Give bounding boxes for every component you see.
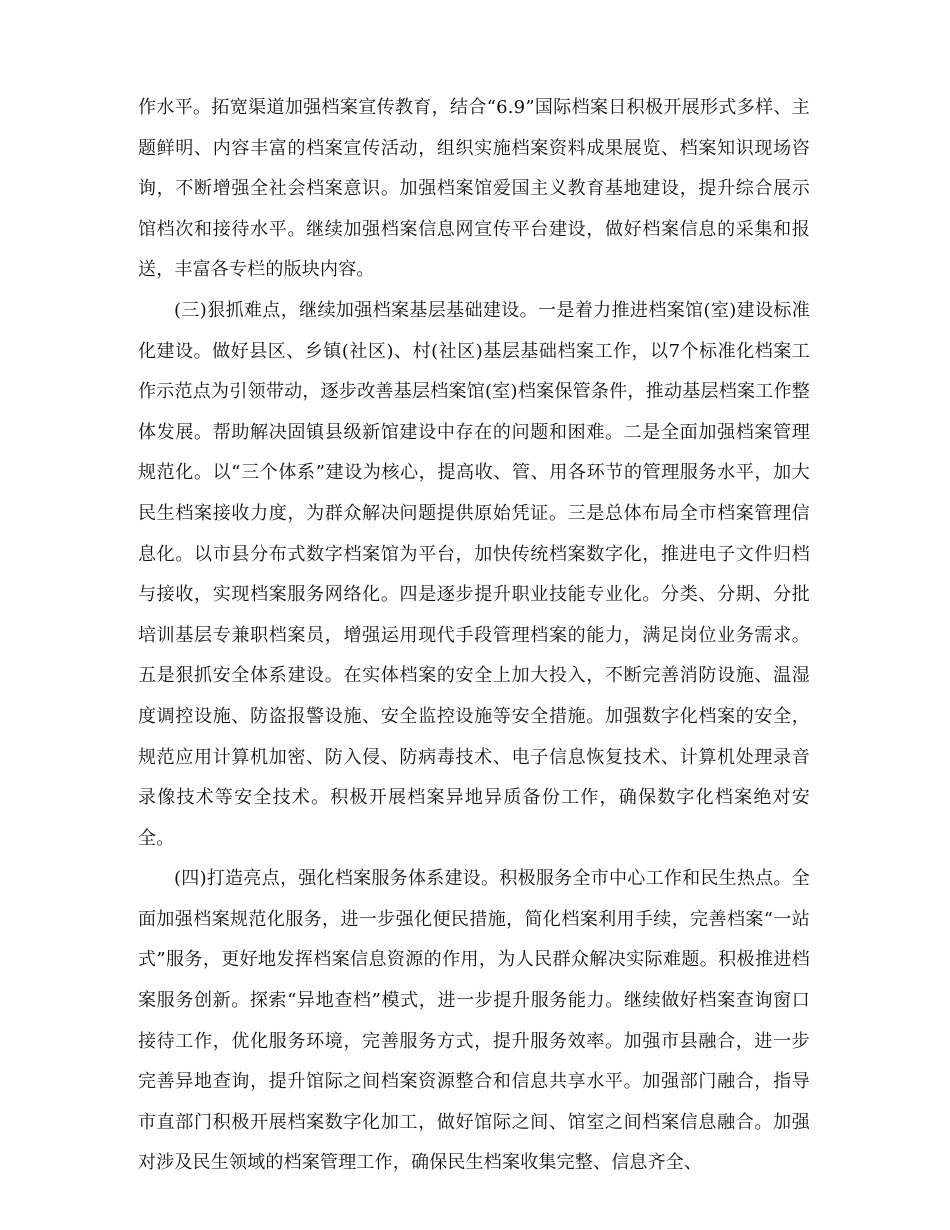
- paragraph-continuation: 作水平。拓宽渠道加强档案宣传教育，结合“6.9”国际档案日积极开展形式多样、主题鲜明、内容丰富的档案宣传活动，组织实施档案资料成果展览、档案知识现场咨询，不断增强全社会档案意识。加强档案馆爱国主义教育基地建设，提升综合展示馆档次和接待水平。继续加强档案信息网宣传平台建设，做好档案信息的采集和报送，丰富各专栏的版块内容。: [138, 97, 810, 281]
- document-body: [138, 88, 810, 1184]
- paragraph-section-three: (三)狠抓难点，继续加强档案基层基础建设。一是着力推进档案馆(室)建设标准化建设。做好县区、乡镇(社区)、村(社区)基层基础档案工作，以7个标准化档案工作示范点为引领带动，逐步改善基层档案馆(室)档案保管条件，推动基层档案工作整体发展。帮助解决固镇县级新馆建设中存在的问题和困难。二是全面加强档案管理规范化。以“三个体系”建设为核心，提高收、管、用各环节的管理服务水平，加大民生档案接收力度，为群众解决问题提供原始凭证。三是总体布局全市档案管理信息化。以市县分布式数字档案馆为平台，加快传统档案数字化，推进电子文件归档与接收，实现档案服务网络化。四是逐步提升职业技能专业化。分类、分期、分批培训基层专兼职档案员，增强运用现代手段管理档案的能力，满足岗位业务需求。五是狠抓安全体系建设。在实体档案的安全上加大投入，不断完善消防设施、温湿度调控设施、防盗报警设施、安全监控设施等安全措施。加强数字化档案的安全，规范应用计算机加密、防入侵、防病毒技术、电子信息恢复技术、计算机处理录音录像技术等安全技术。积极开展档案异地异质备份工作，确保数字化档案绝对安全。: [138, 299, 810, 849]
- paragraph-section-four: (四)打造亮点，强化档案服务体系建设。积极服务全市中心工作和民生热点。全面加强档案规范化服务，进一步强化便民措施，简化档案利用手续，完善档案“一站式”服务，更好地发挥档案信息资源的作用，为人民群众解决实际难题。积极推进档案服务创新。探索“异地查档”模式，进一步提升服务能力。继续做好档案查询窗口接待工作，优化服务环境，完善服务方式，提升服务效率。加强市县融合，进一步完善异地查询，提升馆际之间档案资源整合和信息共享水平。加强部门融合，指导市直部门积极开展档案数字化加工，做好馆际之间、馆室之间档案信息融合。加强对涉及民生领域的档案管理工作，确保民生档案收集完整、信息齐全、: [138, 868, 810, 1174]
